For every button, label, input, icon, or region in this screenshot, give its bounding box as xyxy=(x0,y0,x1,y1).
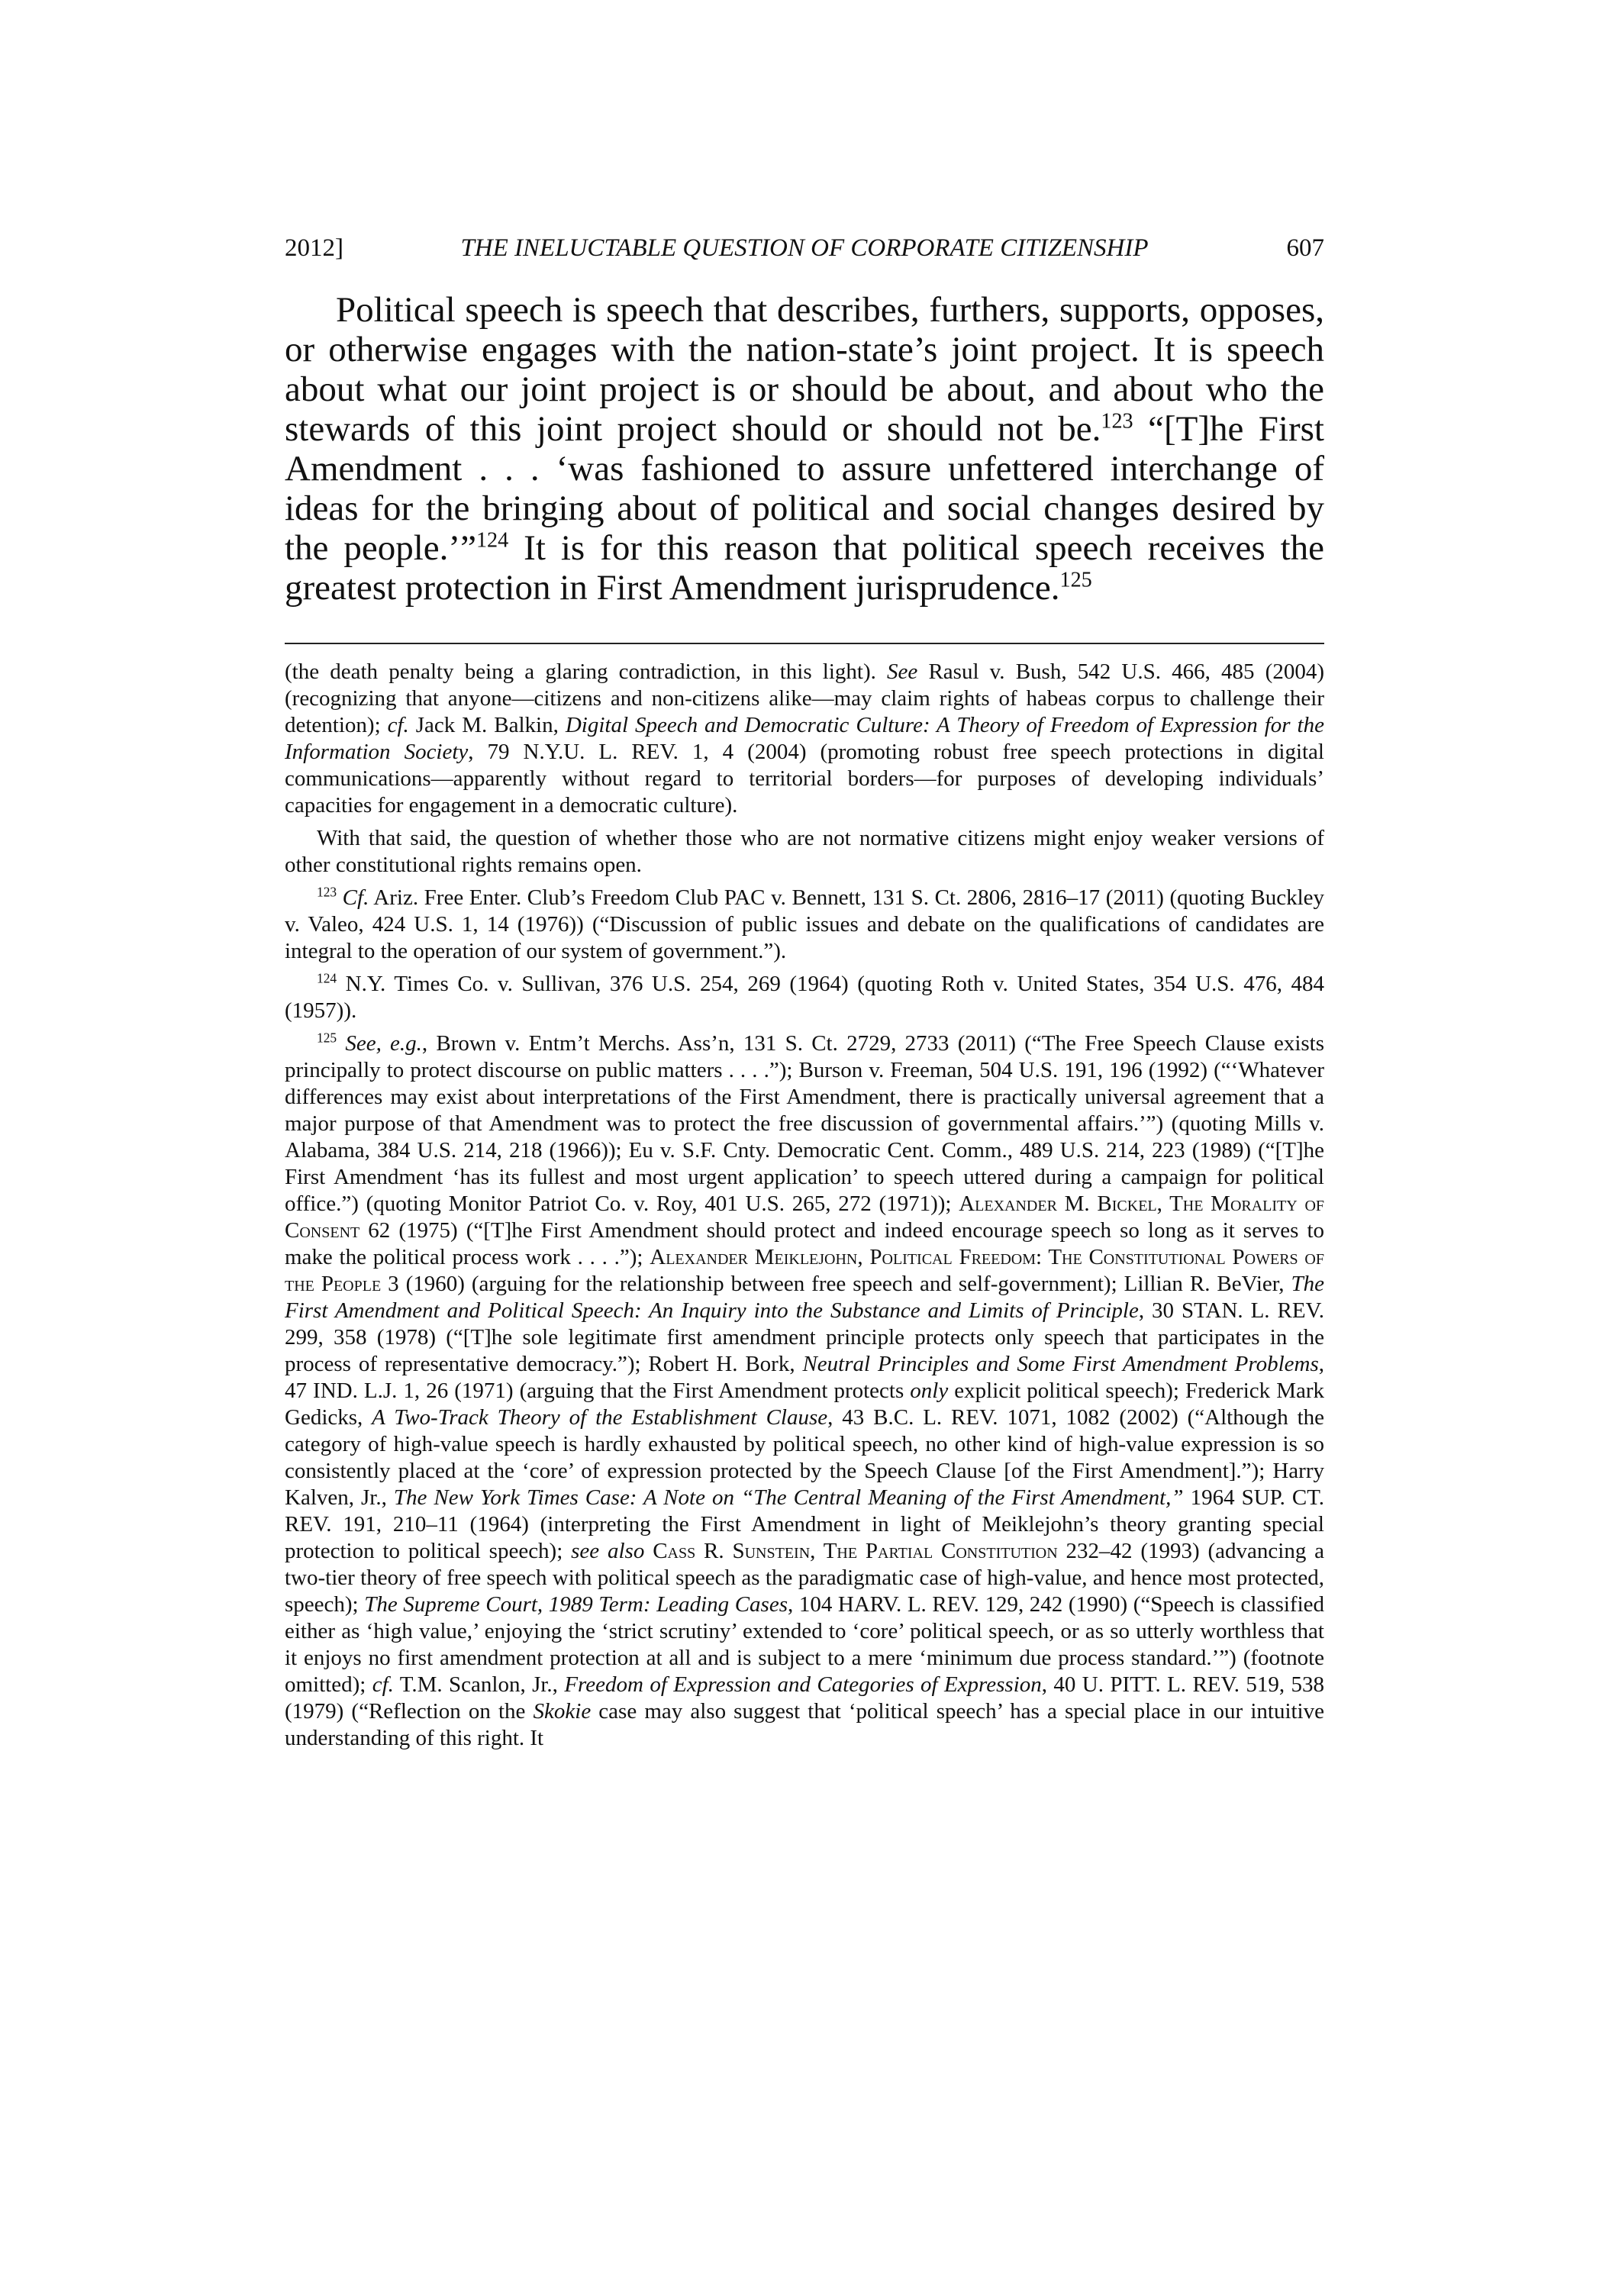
body-text-segment: Political speech is speech that describes, furthers, supports, opposes, or otherwise engages with the nation-state’s joint project. It is speech about what our joint project is or should be about, and about who the stewards of this joint project should or should not be. xyxy=(285,290,1324,449)
footnote-ref-125[interactable]: 125 xyxy=(1059,568,1092,592)
body-paragraph xyxy=(285,290,1324,608)
body-text-segment: It is for this reason that political speech receives the greatest protection in First Amendment jurisprudence. xyxy=(285,528,1325,608)
body-text-segment: “[T]he First Amendment . . . ‘was fashioned to assure unfettered interchange of ideas for the bringing about of political and social changes desired by the people.’” xyxy=(285,409,1324,568)
running-title: THE INELUCTABLE QUESTION OF CORPORATE CITIZENSHIP xyxy=(460,234,1149,262)
footnote-divider xyxy=(285,643,1324,644)
footnote-ref-124[interactable]: 124 xyxy=(476,528,509,553)
page-number: 607 xyxy=(1286,234,1324,262)
footnote-125: $^{125}$ See, e.g., Brown v. Entm’t Merchs. Ass’n, 131 S. Ct. 2729, 2733 (2011) (“The Free Speech Clause exists principally to protect discourse on public matters . . . .”); Burson v. Freeman, 504 U.S. 191, 196 (1992) (“‘Whatever differences may exist about interpretations of the First Amendment, there is practically universal agreement that a major purpose of that Amendment was to protect the free discussion of governmental affairs.’”) (quoting Mills v. Alabama, 384 U.S. 214, 218 (1966)); Eu v. S.F. Cnty. Democratic Cent. Comm., 489 U.S. 214, 223 (1989) (“[T]he First Amendment ‘has its fullest and most urgent application’ to speech uttered during a campaign for political office.”) (quoting Monitor Patriot Co. v. Roy, 401 U.S. 265, 272 (1971)); Alexander M. Bickel, The Morality of Consent 62 (1975) (“[T]he First Amendment should protect and indeed encourage speech so long as it serves to make the political process work . . . .”); Alexander Meiklejohn, Political Freedom: The Constitutional Powers of the People 3 (1960) (arguing for the relationship between free speech and self-government); Lillian R. BeVier, The First Amendment and Political Speech: An Inquiry into the Substance and Limits of Principle, 30 STAN. L. REV. 299, 358 (1978) (“[T]he sole legitimate first amendment principle protects only speech that participates in the process of representative democracy.”); Robert H. Bork, Neutral Principles and Some First Amendment Problems, 47 IND. L.J. 1, 26 (1971) (arguing that the First Amendment protects only explicit political speech); Frederick Mark Gedicks, A Two-Track Theory of the Establishment Clause, 43 B.C. L. REV. 1071, 1082 (2002) (“Although the category of high-value speech is hardly exhausted by political speech, no other kind of high-value expression is so consistently placed at the ‘core’ of expression protected by the Speech Clause [of the First Amendment].”); Harry Kalven, Jr., The New York Times Case: A Note on “The Central Meaning of the First Amendment,” 1964 SUP. CT. REV. 191, 210–11 (1964) (interpreting the First Amendment in light of Meiklejohn’s theory granting special protection to political speech); see also Cass R. Sunstein, The Partial Constitution 232–42 (1993) (advancing a two-tier theory of free speech with political speech as the paradigmatic case of high-value, and hence most protected, speech); The Supreme Court, 1989 Term: Leading Cases, 104 HARV. L. REV. 129, 242 (1990) (“Speech is classified either as ‘high value,’ enjoying the ‘strict scrutiny’ extended to ‘core’ political speech, or as so utterly worthless that it enjoys no first amendment protection at all and is subject to a mere ‘minimum due process standard.’”) (footnote omitted); cf. T.M. Scanlon, Jr., Freedom of Expression and Categories of Expression, 40 U. PITT. L. REV. 519, 538 (1979) (“Reflection on the Skokie case may also suggest that ‘political speech’ has a special place in our intuitive understanding of this right. It xyxy=(285,1030,1325,1750)
header-year: 2012] xyxy=(285,234,343,262)
footnote-123: $^{123}$ Cf. Ariz. Free Enter. Club’s Freedom Club PAC v. Bennett, 131 S. Ct. 2806, 2816–17 (2011) (quoting Buckley v. Valeo, 424 U.S. 1, 14 (1976)) (“Discussion of public issues and debate on the qualifications of candidates are integral to the operation of our system of government.”). xyxy=(285,884,1324,963)
running-header xyxy=(285,229,1324,267)
footnote-ref-123[interactable]: 123 xyxy=(1101,409,1133,434)
footnote-number: 125 xyxy=(317,1030,337,1046)
footnotes xyxy=(285,659,1324,1758)
footnote-continuation-paragraph: With that said, the question of whether those who are not normative citizens might enjoy weaker versions of other constitutional rights remains open. xyxy=(285,826,1324,877)
footnote-124: $^{124}$ N.Y. Times Co. v. Sullivan, 376 U.S. 254, 269 (1964) (quoting Roth v. United States, 354 U.S. 476, 484 (1957)). xyxy=(285,970,1324,1023)
footnote-continuation: (the death penalty being a glaring contradiction, in this light). See Rasul v. Bush, 542 U.S. 466, 485 (2004) (recognizing that anyone—citizens and non-citizens alike—may claim rights of habeas corpus to challenge their detention); cf. Jack M. Balkin, Digital Speech and Democratic Culture: A Theory of Freedom of Expression for the Information Society, 79 N.Y.U. L. REV. 1, 4 (2004) (promoting robust free speech protections in digital communications—apparently without regard to territorial borders—for purposes of developing individuals’ capacities for engagement in a democratic culture). xyxy=(285,659,1324,817)
footnote-number: 124 xyxy=(317,970,337,986)
footnote-number: 123 xyxy=(317,884,337,900)
